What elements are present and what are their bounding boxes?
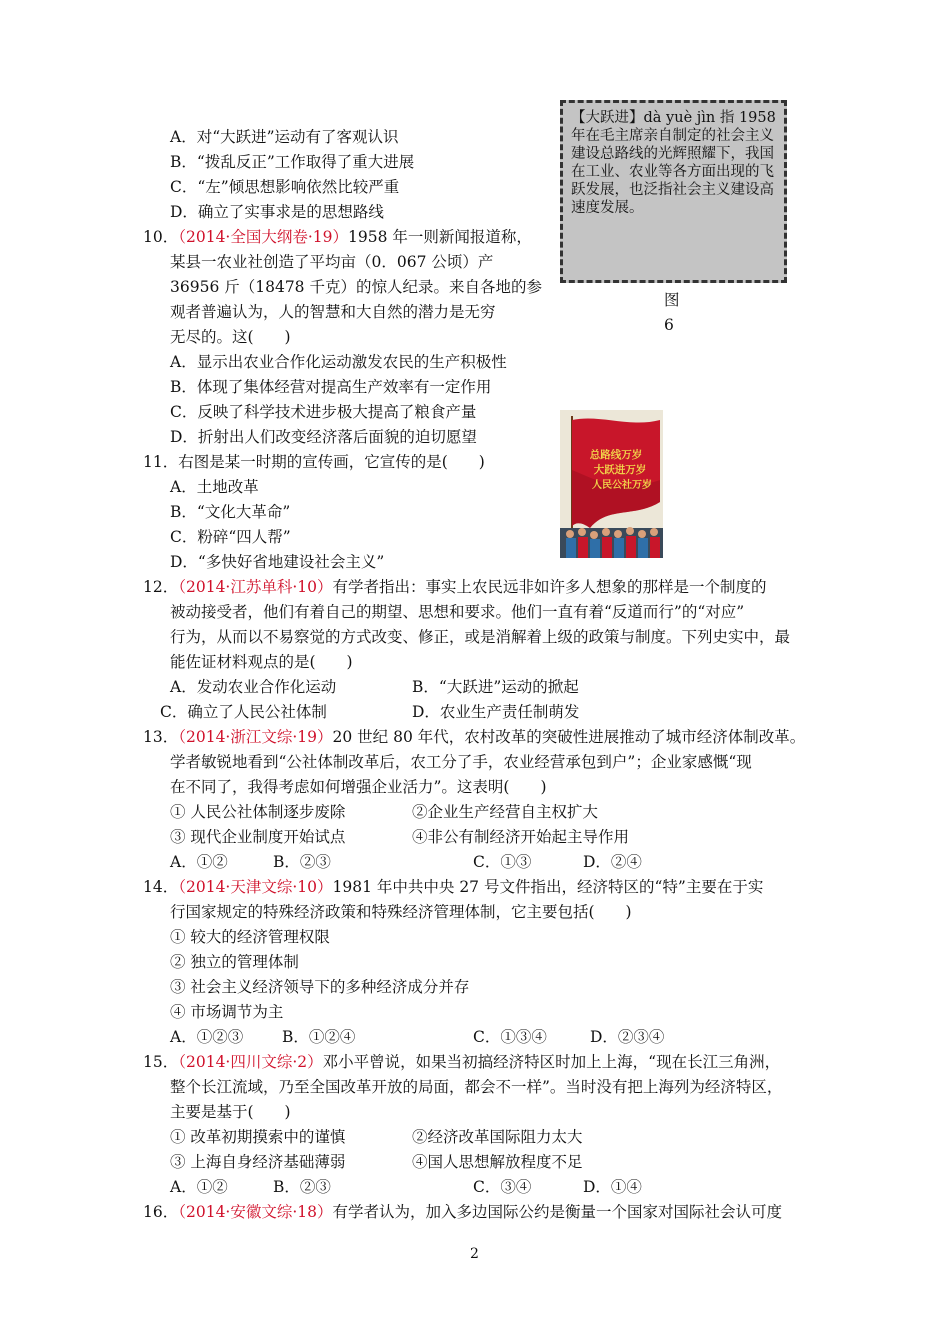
q10-number: 10． — [143, 228, 179, 246]
q15-stem-line-2: 整个长江流域，乃至全国改革开放的局面，都会不一样”。当时没有把上海列为经济特区， — [170, 1078, 783, 1096]
q12-number: 12． — [143, 578, 179, 596]
q10-stem-line-5: 无尽的。这( ) — [170, 328, 291, 346]
q15-option-a: A．①② — [170, 1178, 228, 1196]
q15-option-d: D．①④ — [583, 1178, 642, 1196]
q15-source: （2014·四川文综·2） — [178, 1053, 323, 1071]
q12-option-b: B．“大跃进”运动的掀起 — [412, 678, 579, 696]
q9-option-b: B．“拨乱反正”工作取得了重大进展 — [170, 153, 415, 171]
q13-option-d: D．②④ — [583, 853, 642, 871]
q15-item-2: ②经济改革国际阻力太大 — [412, 1128, 583, 1146]
poster-slogan-1: 总路线万岁 — [589, 449, 643, 461]
q10-source: （2014·全国大纲卷·19） — [178, 228, 349, 246]
q10-stem-line-1 — [143, 226, 532, 248]
q13-item-2: ②企业生产经营自主权扩大 — [412, 803, 599, 821]
q14-item-4: ④ 市场调节为主 — [170, 1003, 284, 1021]
q16-number: 16． — [143, 1203, 179, 1221]
q9-option-a: A．对“大跃进”运动有了客观认识 — [170, 128, 399, 146]
poster-slogan-3: 人民公社万岁 — [592, 480, 652, 491]
q14-stem-line-1 — [143, 876, 763, 898]
q13-stem-line-2: 学者敏锐地看到“公社体制改革后，农工分了手，农业经营承包到户”；企业家感慨“现 — [170, 753, 752, 771]
q14-stem-line-2: 行国家规定的特殊经济政策和特殊经济管理体制，它主要包括( ) — [170, 903, 632, 921]
q10-option-d: D．折射出人们改变经济落后面貌的迫切愿望 — [170, 428, 477, 446]
q10-stem-line-2: 某县一农业社创造了平均亩（0．067 公顷）产 — [170, 253, 494, 271]
q16-source: （2014·安徽文综·18） — [178, 1203, 333, 1221]
q14-number: 14． — [143, 878, 179, 896]
q15-option-c: C．③④ — [473, 1178, 532, 1196]
q10-stem-line-4: 观者普遍认为，人的智慧和大自然的潜力是无穷 — [170, 303, 496, 321]
q9-option-c: C．“左”倾思想影响依然比较严重 — [170, 178, 400, 196]
propaganda-poster-image — [560, 410, 663, 558]
q11-option-d: D．“多快好省地建设社会主义” — [170, 553, 385, 571]
q13-item-4: ④非公有制经济开始起主导作用 — [412, 828, 630, 846]
figure-caption: 图 — [664, 291, 680, 309]
q11-stem: 11．右图是某一时期的宣传画，它宣传的是( ) — [143, 453, 485, 471]
q13-source: （2014·浙江文综·19） — [178, 728, 333, 746]
q16-text-1: 有学者认为，加入多边国际公约是衡量一个国家对国际社会认可度 — [332, 1203, 783, 1221]
q12-stem-line-2: 被动接受者，他们有着自己的期望、思想和要求。他们一直有着“反道而行”的“对应” — [170, 603, 745, 621]
q12-source: （2014·江苏单科·10） — [178, 578, 333, 596]
q11-option-c: C．粉碎“四人帮” — [170, 528, 291, 546]
q16-stem-line-1 — [143, 1201, 782, 1223]
q12-stem-line-1 — [143, 576, 767, 598]
q9-option-d: D．确立了实事求是的思想路线 — [170, 203, 384, 221]
q14-item-2: ② 独立的管理体制 — [170, 953, 299, 971]
q10-text-1: 1958 年一则新闻报道称， — [348, 228, 532, 246]
q10-stem-line-3: 36956 斤（18478 千克）的惊人纪录。来自各地的参 — [170, 278, 542, 296]
q14-option-c: C．①③④ — [473, 1028, 547, 1046]
q14-source: （2014·天津文综·10） — [178, 878, 333, 896]
q13-item-3: ③ 现代企业制度开始试点 — [170, 828, 346, 846]
q12-stem-line-3: 行为，从而以不易察觉的方式改变、修正，或是消解着上级的政策与制度。下列史实中，最 — [170, 628, 791, 646]
q12-option-c: C．确立了人民公社体制 — [160, 703, 327, 721]
q13-number: 13． — [143, 728, 179, 746]
q12-stem-line-4: 能佐证材料观点的是( ) — [170, 653, 353, 671]
q10-option-a: A．显示出农业合作化运动激发农民的生产积极性 — [170, 353, 507, 371]
q14-option-b: B．①②④ — [282, 1028, 356, 1046]
q14-item-1: ① 较大的经济管理权限 — [170, 928, 330, 946]
poster-slogan-2: 大跃进万岁 — [593, 464, 647, 476]
figure-number: 6 — [664, 316, 674, 334]
q13-stem-line-1 — [143, 726, 805, 748]
q12-text-1: 有学者指出：事实上农民远非如许多人想象的那样是一个制度的 — [332, 578, 767, 596]
q13-stem-line-3: 在不同了，我得考虑如何增强企业活力”。这表明( ) — [170, 778, 547, 796]
q10-option-b: B．体现了集体经营对提高生产效率有一定作用 — [170, 378, 492, 396]
q14-text-1: 1981 年中共中央 27 号文件指出，经济特区的“特”主要在于实 — [332, 878, 764, 896]
q13-option-b: B．②③ — [273, 853, 331, 871]
definition-text: 【大跃进】dà yuè jìn 指 1958 年在毛主席亲自制定的社会主义建设总路线的光辉照耀下，我国在工业、农业等各方面出现的飞跃发展，也泛指社会主义建设高速度发展。 — [571, 110, 776, 216]
q11-option-b: B．“文化大革命” — [170, 503, 291, 521]
definition-box — [560, 100, 787, 283]
q12-option-d: D．农业生产责任制萌发 — [412, 703, 580, 721]
q15-item-1: ① 改革初期摸索中的谨慎 — [170, 1128, 346, 1146]
q13-option-c: C．①③ — [473, 853, 532, 871]
q15-number: 15． — [143, 1053, 179, 1071]
q15-item-4: ④国人思想解放程度不足 — [412, 1153, 583, 1171]
q14-item-3: ③ 社会主义经济领导下的多种经济成分并存 — [170, 978, 470, 996]
q13-item-1: ① 人民公社体制逐步废除 — [170, 803, 346, 821]
q15-text-1: 邓小平曾说，如果当初搞经济特区时加上上海，“现在长江三角洲， — [322, 1053, 781, 1071]
q14-option-d: D．②③④ — [590, 1028, 665, 1046]
q13-option-a: A．①② — [170, 853, 228, 871]
q12-option-a: A．发动农业合作化运动 — [170, 678, 337, 696]
q15-option-b: B．②③ — [273, 1178, 331, 1196]
q11-option-a: A．土地改革 — [170, 478, 259, 496]
q15-stem-line-1 — [143, 1051, 780, 1073]
page-number: 2 — [470, 1246, 479, 1262]
q15-item-3: ③ 上海自身经济基础薄弱 — [170, 1153, 346, 1171]
poster-flag-graphic — [560, 410, 663, 558]
q14-option-a: A．①②③ — [170, 1028, 244, 1046]
q13-text-1: 20 世纪 80 年代，农村改革的突破性进展推动了城市经济体制改革。 — [332, 728, 806, 746]
q15-stem-line-3: 主要是基于( ) — [170, 1103, 291, 1121]
q10-option-c: C．反映了科学技术进步极大提高了粮食产量 — [170, 403, 477, 421]
